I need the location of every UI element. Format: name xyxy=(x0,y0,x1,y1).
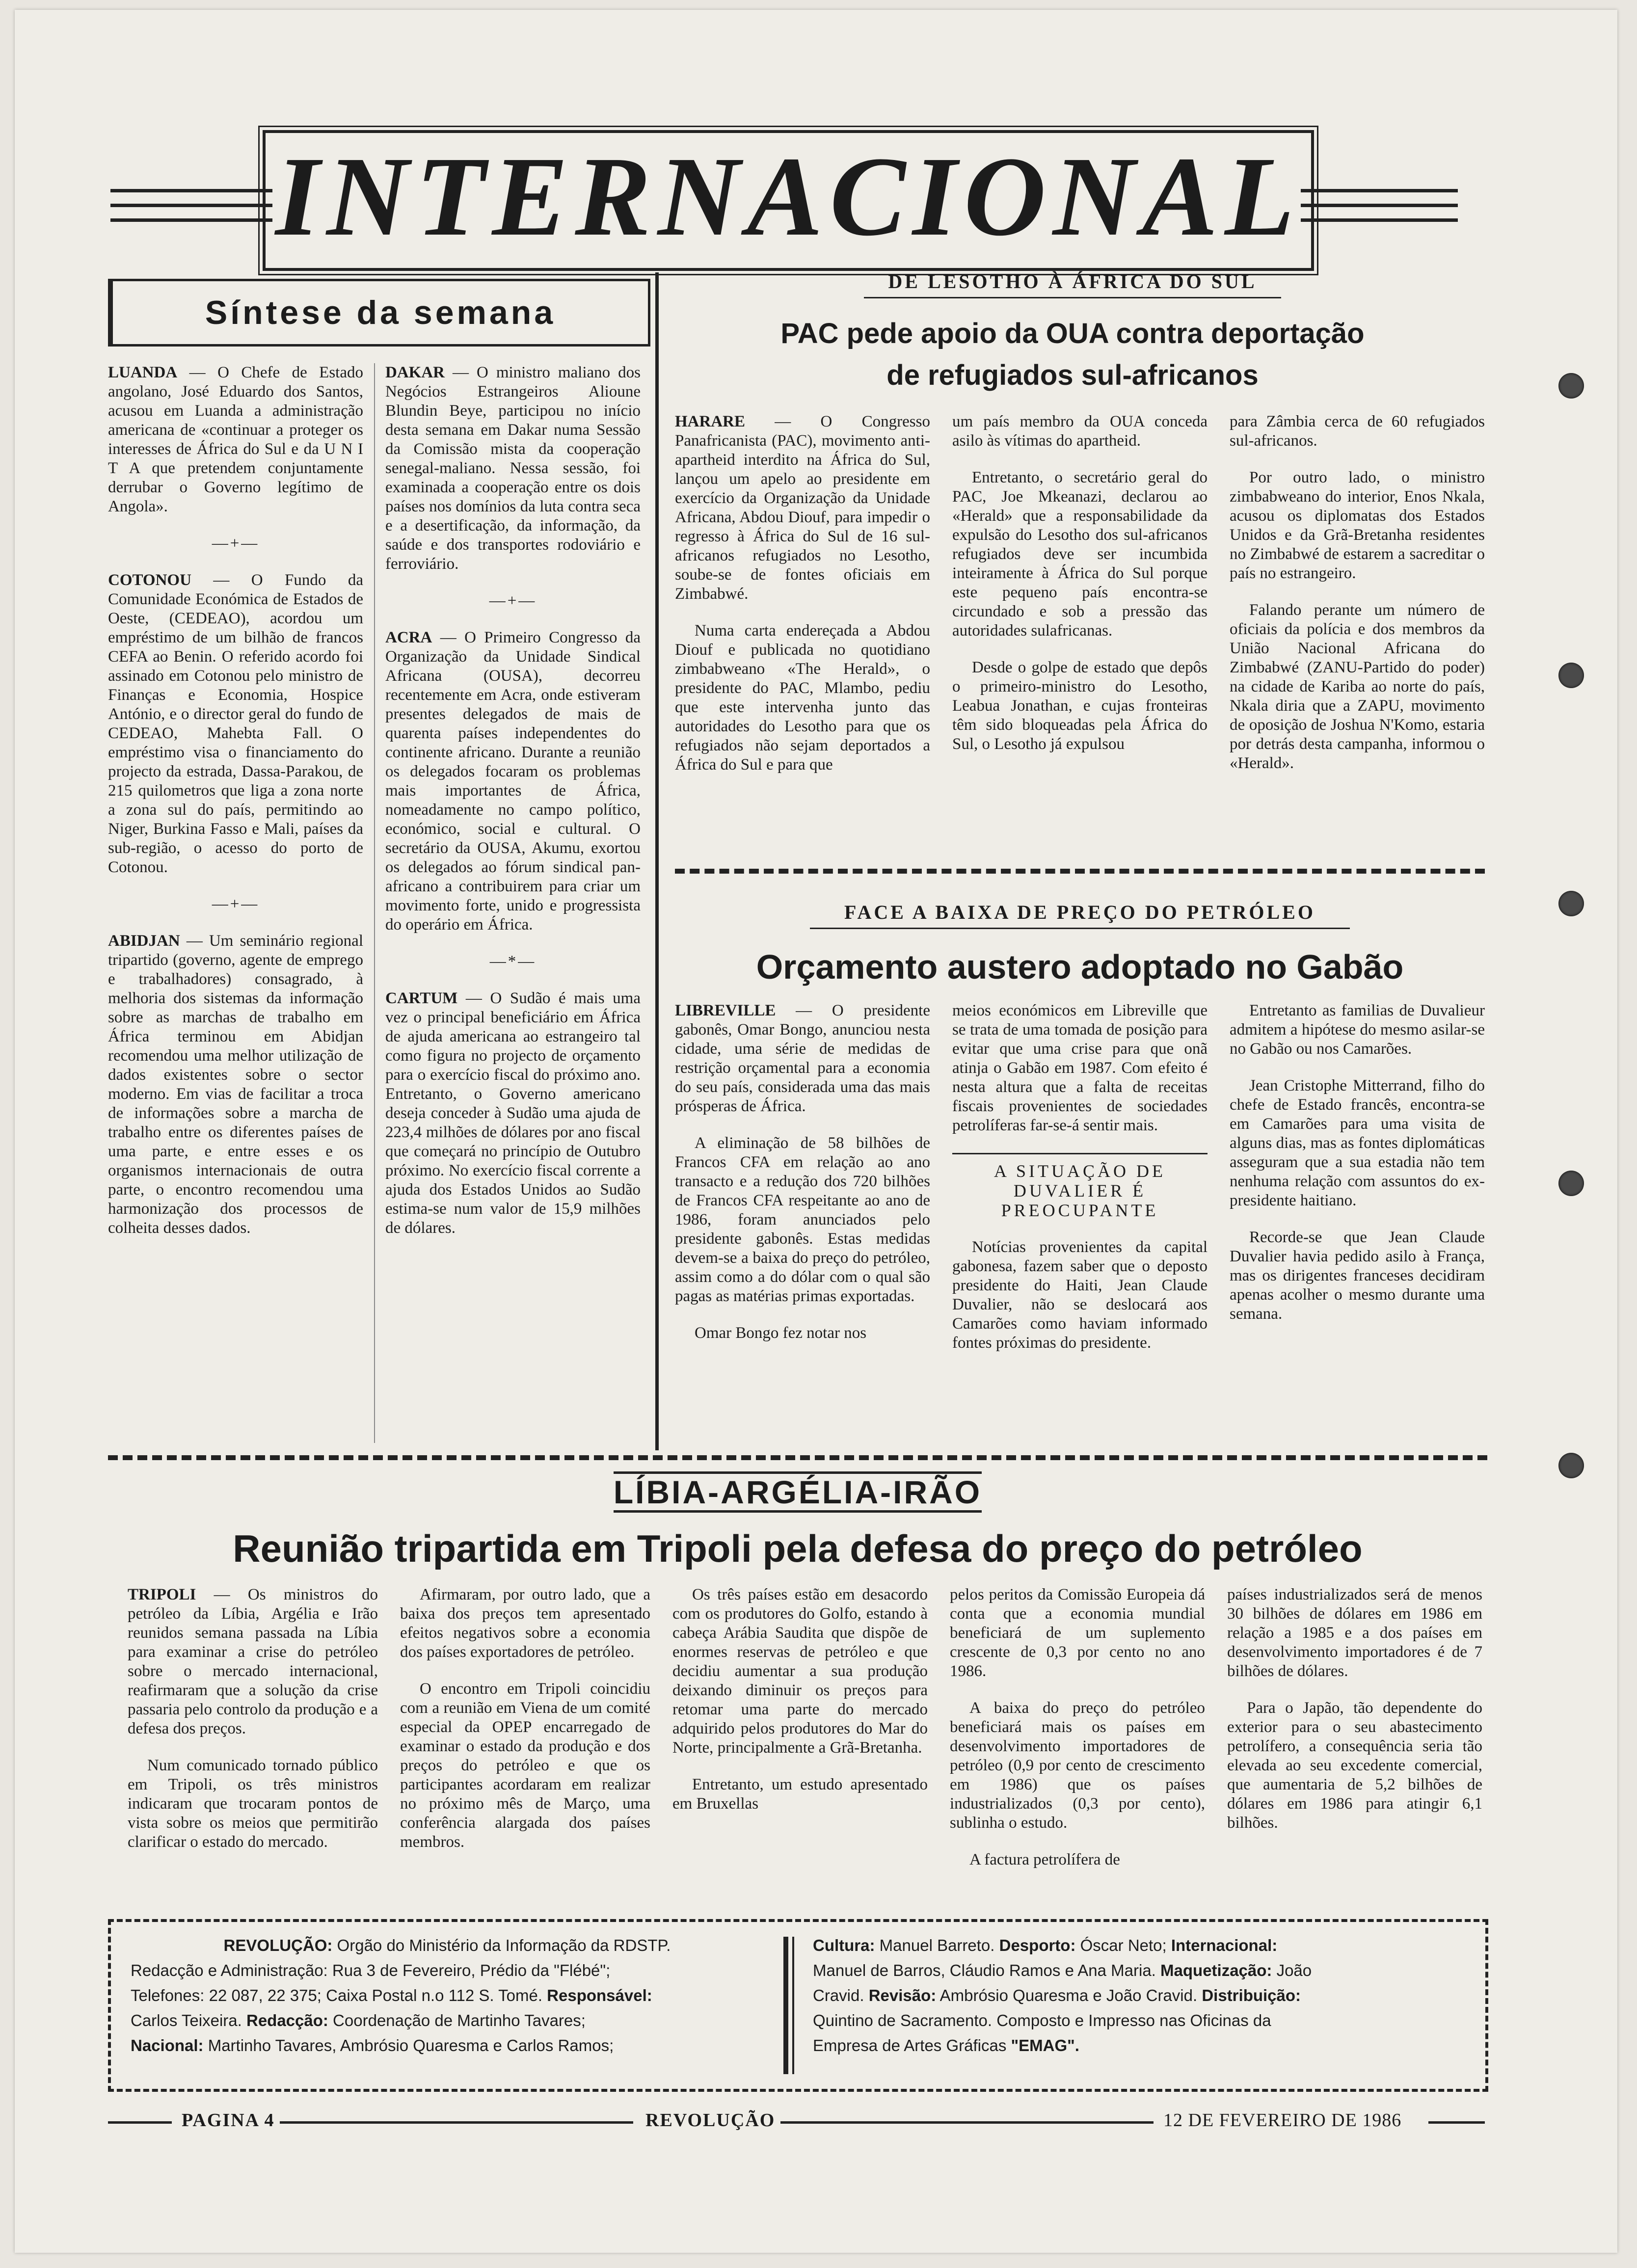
dateline: CARTUM xyxy=(385,989,458,1007)
paragraph xyxy=(675,1001,930,1116)
sintese-item-cartum xyxy=(385,989,641,1238)
paragraph: um país membro da OUA conceda asilo às vítimas do apartheid. xyxy=(952,413,1208,450)
item-text: — O Primeiro Congresso da Organização da Unidade Sindical Africana (OUSA), decorreu recentemente em Acra, onde estiveram presentes delegados de mais de quarenta países independentes do continente africano. Durante a reunião os delegados focaram os problemas mais importantes de África, nomeadamente no campo político, económico, social e cultural. O secretário da OUSA, Akumu, exortou os delegados ao fórum sindical pan-africano a contribuirem para criar um movimento forte, unido e progressista do operário em África. xyxy=(385,629,641,934)
credits-line xyxy=(813,1958,1466,1983)
masthead-rule-left-3 xyxy=(110,218,272,222)
paragraph-text: — O Congresso Panafricanista (PAC), movimento anti-apartheid interdito na África do Sul, lançou um apelo ao presidente em exercício da Organização da Unidade Africana, Abdou Diouf, para impedir o regresso à África do Sul de 16 sul-africanos refugiados no Lesotho, soube-se de fontes oficiais em Zimbabwé. xyxy=(675,413,930,603)
paragraph: Afirmaram, por outro lado, que a baixa dos preços tem apresentado efeitos negativos sobre a economia dos países exportadores de petróleo. xyxy=(400,1586,650,1661)
sintese-item-abidjan xyxy=(108,932,363,1238)
column-rule-sintese xyxy=(374,363,375,1443)
paragraph-text: — Os ministros do petróleo da Líbia, Argélia e Irão reunidos semana passada na Líbia para examinar a crise do petróleo sobre o mercado internacional, reafirmaram que a solução da crise passaria pelo controlo da produção e a defesa dos preços. xyxy=(128,1586,378,1737)
pac-column-2 xyxy=(952,412,1208,772)
paragraph: Entretanto, um estudo apresentado em Bruxellas xyxy=(672,1776,928,1813)
dateline: HARARE xyxy=(675,413,746,430)
dateline: LUANDA xyxy=(108,364,178,381)
footer-rule xyxy=(1428,2121,1485,2124)
masthead-rule-right-3 xyxy=(1301,218,1458,222)
credits-right xyxy=(813,1933,1466,2058)
footer-rule xyxy=(108,2121,172,2124)
credits-line xyxy=(813,1933,1466,1958)
libia-column-3 xyxy=(672,1585,928,1831)
pac-kicker-underline xyxy=(864,297,1281,298)
binder-hole xyxy=(1558,663,1584,688)
credits-label: Responsável: xyxy=(547,1986,652,2004)
separator: —+— xyxy=(212,534,260,552)
paragraph: A baixa do preço do petróleo beneficiará mais os países em desenvolvimento importadores de petróleo (0,9 por cento de crescimento em 1986) que os países industrializados (0,3 por cento), sublinha o estudo. xyxy=(950,1699,1205,1832)
credits-text: Manuel de Barros, Cláudio Ramos e Ana Maria. xyxy=(813,1961,1161,1979)
item-text: — O Fundo da Comunidade Económica de Estados de Oeste, (CEDEAO), acordou um empréstimo de um bilhão de francos CEFA ao Benin. O referido acordo foi assinado em Cotonou pelo ministro de Finanças e Economia, Hospice António, e o director geral do fundo de CEDEAO, Mahebta Fall. O empréstimo visa o financiamento do projecto da estrada, Dassa-Parakou, de 215 quilometros que liga a zona norte a zona sul do país, permitindo ao Niger, Burkina Fasso e Mali, países da sub-região, o acesso do porto de Cotonou. xyxy=(108,571,363,876)
credits-text: Ambrósio Quaresma e João Cravid. xyxy=(936,1986,1202,2004)
credits-line xyxy=(131,1933,764,1958)
column-rule-main xyxy=(655,272,659,1450)
binder-hole xyxy=(1558,1453,1584,1478)
paragraph: Entretanto, o secretário geral do PAC, Joe Mkeanazi, declarou ao «Herald» que a responsabilidade da expulsão do Lesotho dos sul-africanos refugiados deve ser incumbida inteiramente à África do Sul porque este pequeno país encontra-se circundado e sob a pressão das autoridades sulafricanas. xyxy=(952,469,1208,640)
pac-kicker: DE LESOTHO À ÁFRICA DO SUL xyxy=(888,270,1257,293)
pac-headline-2: de refugiados sul-africanos xyxy=(886,359,1259,391)
paragraph: países industrializados será de menos 30 bilhões de dólares em 1986 em relação a 1985 e a dos países em desenvolvimento importadores é de 7 bilhões de dólares. xyxy=(1227,1586,1482,1680)
credits-text: Orgão do Ministério da Informação da RDSTP. xyxy=(332,1936,671,1954)
dateline: ACRA xyxy=(385,629,432,646)
paragraph: pelos peritos da Comissão Europeia dá conta que a economia mundial beneficiará de um suplemento crescente de 0,3 por cento no ano 1986. xyxy=(950,1586,1205,1680)
footer-date: 12 DE FEVEREIRO DE 1986 xyxy=(1163,2110,1402,2131)
credits-label: Nacional: xyxy=(131,2036,204,2055)
credits-label: Redacção: xyxy=(246,2011,328,2029)
paragraph: A eliminação de 58 bilhões de Francos CFA em relação ao ano transacto e a redução dos 720 bilhões de Francos CFA respeitante ao ano de 1986, foram anunciados pelo presidente gabonês. Estas medidas devem-se a baixa do preço do petróleo, assim como a do dólar com o qual são pagas as matérias primas exportadas. xyxy=(675,1134,930,1305)
item-text: — O Sudão é mais uma vez o principal beneficiário em África de ajuda americana ao estrangeiro tal como figura no projecto de orçamento para o exercício fiscal do próximo ano. Entretanto, o Governo americano deseja conceder à Sudão uma ajuda de 223,4 milhões de dólares por ano fiscal que começará no princípio de Outubro próximo. No exercício fiscal corrente a ajuda dos Estados Unidos ao Sudão estima-se num valor de 15,9 milhões de dólares. xyxy=(385,989,641,1237)
separator: —+— xyxy=(489,592,537,610)
credits-line: Quintino de Sacramento. Composto e Impresso nas Oficinas da xyxy=(813,2011,1271,2029)
dateline: LIBREVILLE xyxy=(675,1002,776,1019)
binder-hole xyxy=(1558,891,1584,916)
paragraph: A factura petrolífera de xyxy=(969,1851,1120,1868)
paragraph: Recorde-se que Jean Claude Duvalier havia pedido asilo à França, mas os dirigentes franceses decidiram apenas acolher o mesmo durante uma semana. xyxy=(1230,1228,1485,1323)
paragraph: Para o Japão, tão dependente do exterior para o seu abastecimento petrolífero, a consequência seria tão elevada ao seu excedente comercial, que aumentaria de 5,2 bilhões de dólares em 1986 para atingir 6,1 bilhões. xyxy=(1227,1699,1482,1832)
paragraph: Os três países estão em desacordo com os produtores do Golfo, estando à cabeça Arábia Saudita que dispõe de enormes reservas de petróleo e que decidiu aumentar a sua produção deixando diminuir os preços para retomar uma parte do mercado adquirido pelos produtores do Mar do Norte, principalmente a Grã-Bretanha. xyxy=(672,1586,928,1757)
credits-text: Martinho Tavares, Ambrósio Quaresma e Carlos Ramos; xyxy=(203,2036,614,2055)
item-text: — O ministro maliano dos Negócios Estrangeiros Alioune Blundin Beye, participou no início desta semana em Dakar numa Sessão da Comissão mista da cooperação senegal-maliano. Nessa sessão, foi examinada a cooperação entre os dois países nos domínios da luta contra seca e a desertificação, da informação, da saúde e dos transportes rodoviário e ferroviário. xyxy=(385,364,641,573)
credits-line xyxy=(813,2033,1466,2058)
credits-divider xyxy=(792,1937,794,2074)
paragraph: Numa carta endereçada a Abdou Diouf e publicada no quotidiano zimbabweano «The Herald», o presidente do PAC, Mlambo, pediu que este intervenha junto das autoridades do Lesotho para que os refugiados não sejam deportados a África do Sul e para que xyxy=(675,622,930,774)
footer-rule xyxy=(780,2121,1154,2124)
credits-label: Maquetização: xyxy=(1160,1961,1272,1979)
paragraph: Falando perante um número de oficiais da polícia e dos membros da União Nacional Africana do Zimbabwé (ZANU-Partido do poder) na cidade de Kariba ao norte do país, Nkala diria que a ZAPU, movimento de oposição de Joshua N'Komo, estaria por detrás desta campanha, informou o «Herald». xyxy=(1230,601,1485,772)
separator: —+— xyxy=(212,895,260,913)
paragraph: Por outro lado, o ministro zimbabweano do interior, Enos Nkala, acusou os diplomatas dos Estados Unidos e da Grã-Bretanha residentes no Zimbabwé de estarem a sacreditar o país no estrangeiro. xyxy=(1230,469,1485,582)
masthead-title: INTERNACIONAL xyxy=(275,133,1301,260)
binder-hole xyxy=(1558,373,1584,399)
credits-label: Internacional: xyxy=(1171,1936,1278,1954)
credits-label: Revisão: xyxy=(868,1986,937,2004)
dateline: TRIPOLI xyxy=(128,1586,196,1603)
credits-line xyxy=(131,2008,764,2033)
masthead-box xyxy=(263,130,1314,271)
item-text: — O Chefe de Estado angolano, José Eduardo dos Santos, acusou em Luanda a administração americana de «continuar a proteger os interesses de África do Sul e da U N I T A que pretendem conjuntamente derrubar o Governo legítimo de Angola». xyxy=(108,364,363,515)
libia-column-5 xyxy=(1227,1585,1482,1850)
paragraph: Num comunicado tornado público em Tripoli, os três ministros indicaram que trocaram pontos de vista sobre os meios que permitirão clarificar o estado do mercado. xyxy=(128,1757,378,1851)
masthead-rule-right-1 xyxy=(1301,189,1458,192)
masthead-rule-left-1 xyxy=(110,189,272,192)
libia-kicker-text: LÍBIA-ARGÉLIA-IRÃO xyxy=(614,1471,982,1513)
pac-column-3 xyxy=(1230,412,1485,791)
sintese-column-1 xyxy=(108,363,363,1255)
libia-column-4 xyxy=(950,1585,1205,1887)
libia-column-1 xyxy=(128,1585,378,1869)
credits-text: Carlos Teixeira. xyxy=(131,2011,246,2029)
gabao-kicker: FACE A BAIXA DE PREÇO DO PETRÓLEO xyxy=(844,901,1315,923)
pac-headline-1: PAC pede apoio da OUA contra deportação xyxy=(780,318,1365,349)
gabao-column-3 xyxy=(1230,1001,1485,1341)
credits-text: João xyxy=(1272,1961,1312,1979)
gabao-column-1 xyxy=(675,1001,930,1361)
credits-label: Cultura: xyxy=(813,1936,875,1954)
credits-text: Telefones: 22 087, 22 375; Caixa Postal n.o 112 S. Tomé. xyxy=(131,1986,547,2004)
credits-label: "EMAG". xyxy=(1011,2036,1079,2055)
credits-label: Desporto: xyxy=(999,1936,1076,1954)
gabao-column-2 xyxy=(952,1001,1208,1370)
sintese-item-luanda xyxy=(108,363,363,516)
sintese-item-dakar xyxy=(385,363,641,574)
footer-paper-name: REVOLUÇÃO xyxy=(645,2110,776,2131)
credits-box xyxy=(108,1919,1488,2092)
gabao-subhead: A SITUAÇÃO DE DUVALIER É PREOCUPANTE xyxy=(952,1153,1208,1220)
credits-line xyxy=(131,2033,764,2058)
sintese-item-acra xyxy=(385,628,641,934)
section-divider xyxy=(108,1455,1487,1460)
credits-line xyxy=(813,1983,1466,2008)
paragraph xyxy=(128,1585,378,1738)
credits-text: Empresa de Artes Gráficas xyxy=(813,2036,1011,2055)
dateline: COTONOU xyxy=(108,571,191,589)
pac-column-1 xyxy=(675,412,930,792)
libia-headline: Reunião tripartida em Tripoli pela defesa do preço do petróleo xyxy=(233,1527,1363,1570)
paragraph-text: — O presidente gabonês, Omar Bongo, anunciou nesta cidade, uma série de medidas de restrição orçamental para a economia do seu país, considerada uma das mais prósperas de África. xyxy=(675,1002,930,1115)
credits-text: Manuel Barreto. xyxy=(875,1936,999,1954)
paragraph: para Zâmbia cerca de 60 refugiados sul-africanos. xyxy=(1230,413,1485,450)
paragraph: Jean Cristophe Mitterrand, filho do chefe de Estado francês, encontra-se em Camarões para uma visita de alguns dias, mas as fontes diplomáticas asseguram que a sua estadia não tem nenhuma relação com assuntos do ex-presidente haitiano. xyxy=(1230,1077,1485,1209)
libia-column-2 xyxy=(400,1585,650,1869)
masthead-rule-left-2 xyxy=(110,204,272,207)
dateline: ABIDJAN xyxy=(108,932,180,950)
pac-bottom-rule xyxy=(675,869,1485,874)
dateline: DAKAR xyxy=(385,364,445,381)
paragraph: Desde o golpe de estado que depôs o primeiro-ministro do Lesotho, Leabua Jonathan, e cujas fronteiras têm sido bloqueadas pela África do Sul, o Lesotho já expulsou xyxy=(952,659,1208,753)
gabao-headline: Orçamento austero adoptado no Gabão xyxy=(756,948,1404,986)
sintese-column-2 xyxy=(385,363,641,1255)
libia-kicker xyxy=(108,1470,1487,1514)
sintese-heading: Síntese da semana xyxy=(108,279,650,347)
sintese-item-cotonou xyxy=(108,571,363,877)
footer-page-number: PAGINA 4 xyxy=(182,2110,275,2131)
credits-label: REVOLUÇÃO: xyxy=(223,1936,333,1954)
binder-hole xyxy=(1558,1171,1584,1196)
paragraph xyxy=(675,412,930,604)
paragraph: meios económicos em Libreville que se trata de uma tomada de posição para evitar que uma crise para que onã atinja o Gabão em 1987. Com efeito é nesta altura que a falta de receitas fiscais provenientes de sociedades petrolíferas far-se-á sentir mais. xyxy=(952,1002,1208,1134)
footer-rule xyxy=(280,2121,633,2124)
separator: —*— xyxy=(489,953,537,970)
credits-text: Óscar Neto; xyxy=(1075,1936,1171,1954)
gabao-kicker-underline xyxy=(810,928,1350,929)
item-text: — Um seminário regional tripartido (governo, agente de emprego e trabalhadores) consagrado, à melhoria dos sistemas da informação sobre as marchas de trabalho em África terminou em Abidjan recomendou uma melhor utilização de dados existentes sobre o sector moderno. Em vias de facilitar a troca de informações sobre a marcha de trabalho entre os diferentes países de uma parte, e entre esses e os organismos internacionais de outra parte, o encontro recomendou uma harmonização dos processos de colheita desses dados. xyxy=(108,932,363,1237)
newspaper-page xyxy=(15,10,1617,2253)
credits-line: Redacção e Administração: Rua 3 de Fevereiro, Prédio da "Flébé"; xyxy=(131,1961,611,1979)
credits-left xyxy=(131,1933,764,2058)
paragraph: Entretanto as familias de Duvalieur admitem a hipótese do mesmo asilar-se no Gabão ou nos Camarões. xyxy=(1230,1002,1485,1058)
credits-label: Distribuição: xyxy=(1202,1986,1301,2004)
paragraph: Notícias provenientes da capital gabonesa, fazem saber que o deposto presidente do Haiti, Jean Claude Duvalier, não se deslocará aos Camarões como haviam informado fontes próximas do presidente. xyxy=(952,1238,1208,1352)
credits-line xyxy=(131,1983,764,2008)
credits-text: Cravid. xyxy=(813,1986,869,2004)
masthead-rule-right-2 xyxy=(1301,204,1458,207)
credits-text: Coordenação de Martinho Tavares; xyxy=(328,2011,586,2029)
credits-divider xyxy=(783,1937,788,2074)
paragraph: O encontro em Tripoli coincidiu com a reunião em Viena de um comité especial da OPEP encarregado de examinar o estado da produção e dos preços do petróleo e que os participantes acordaram em realizar no próximo mês de Março, uma conferência alargada dos países membros. xyxy=(400,1680,650,1851)
paragraph: Omar Bongo fez notar nos xyxy=(695,1324,867,1342)
